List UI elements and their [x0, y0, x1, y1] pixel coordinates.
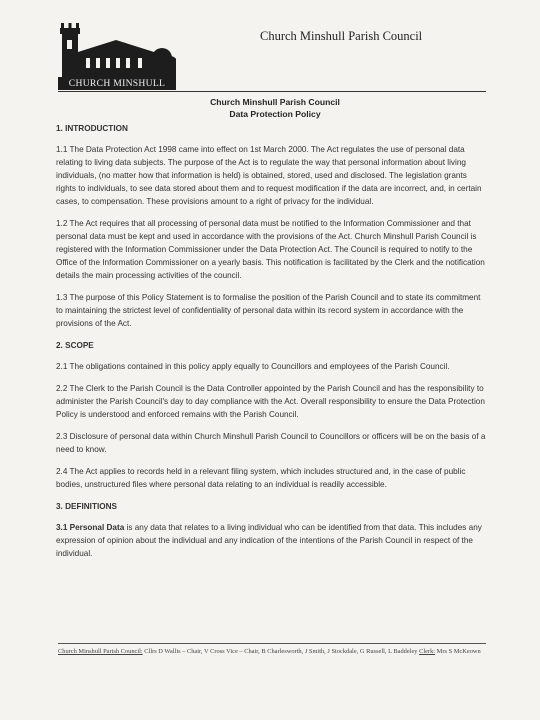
paragraph-3-1 — [56, 521, 486, 560]
church-silhouette-icon — [58, 18, 176, 78]
section-heading-scope: 2. SCOPE — [56, 341, 94, 350]
section-heading-definitions: 3. DEFINITIONS — [56, 502, 117, 511]
document-subtitle: Data Protection Policy — [229, 109, 321, 119]
church-logo — [58, 18, 176, 90]
term-personal-data: 3.1 Personal Data — [56, 523, 125, 532]
document-title: Church Minshull Parish Council — [210, 97, 340, 107]
paragraph-2-4: 2.4 The Act applies to records held in a relevant filing system, which includes structured and, in the case of public bodies, unstructured files where personal data relating to an individual is readily accessible. — [56, 467, 466, 489]
footer-divider — [58, 643, 486, 644]
paragraph-2-1: 2.1 The obligations contained in this policy apply equally to Councillors and employees of the Parish Council. — [56, 362, 450, 371]
footer-clerk-label: Clerk: — [419, 648, 436, 655]
paragraph-3-1-text: is any data that relates to a living individual who can be identified from that data. This includes any expression of opinion about the individual and any indication of the intentions of the Parish Council in respect of the individual. — [56, 523, 482, 558]
footer-council-label: Church Minshull Parish Council: — [58, 648, 143, 655]
paragraph-2-2: 2.2 The Clerk to the Parish Council is the Data Controller appointed by the Parish Council and has the responsibility to administer the Parish Council's day to day compliance with the Act. Overall responsibility to ensure the Data Protection Policy is understood and enforced remains with the Parish Council. — [56, 384, 485, 419]
header-divider — [58, 91, 486, 92]
council-name: Church Minshull Parish Council — [260, 29, 423, 43]
policy-body — [56, 122, 486, 560]
footer-clerk-name: Mrs S McKeown — [435, 648, 481, 655]
footer-members: Cllrs D Wallis – Chair, V Cross Vice – Chair, B Charlesworth, J Smith, J Stockdale, G Russell, L Baddeley — [142, 648, 418, 655]
paragraph-1-3: 1.3 The purpose of this Policy Statement is to formalise the position of the Parish Council and to state its commitment to maintaining the strictest level of confidentiality of personal data within its record system in accordance with the provisions of the Act. — [56, 293, 481, 328]
logo-text: CHURCH MINSHULL — [58, 77, 176, 90]
paragraph-2-3: 2.3 Disclosure of personal data within Church Minshull Parish Council to Councillors or officers will be on the basis of a need to know. — [56, 432, 486, 454]
paragraph-1-2: 1.2 The Act requires that all processing of personal data must be notified to the Information Commissioner and that personal data must be kept and used in accordance with the provisions of the Act. Church Minshull Parish Council is registered with the Information Commissioner under the Data Protection Act. The Council is required to notify to the Office of the Information Commissioner on a yearly basis. This notification is facilitated by the Clerk and the notification details the main processing activities of the council. — [56, 219, 485, 280]
section-heading-introduction: 1. INTRODUCTION — [56, 124, 128, 133]
footer — [58, 647, 488, 657]
paragraph-1-1: 1.1 The Data Protection Act 1998 came into effect on 1st March 2000. The Act regulates the use of personal data relating to living data subjects. The purpose of the Act is to regulate the way that personal information about living individuals, (no matter how that information is held) is obtained, stored, used and disclosed. The legislation grants rights to individuals, to see data stored about them and to request modification if the data are incorrect, and, in certain cases, to compensation. These provisions amount to a right of privacy for the individual. — [56, 145, 482, 206]
